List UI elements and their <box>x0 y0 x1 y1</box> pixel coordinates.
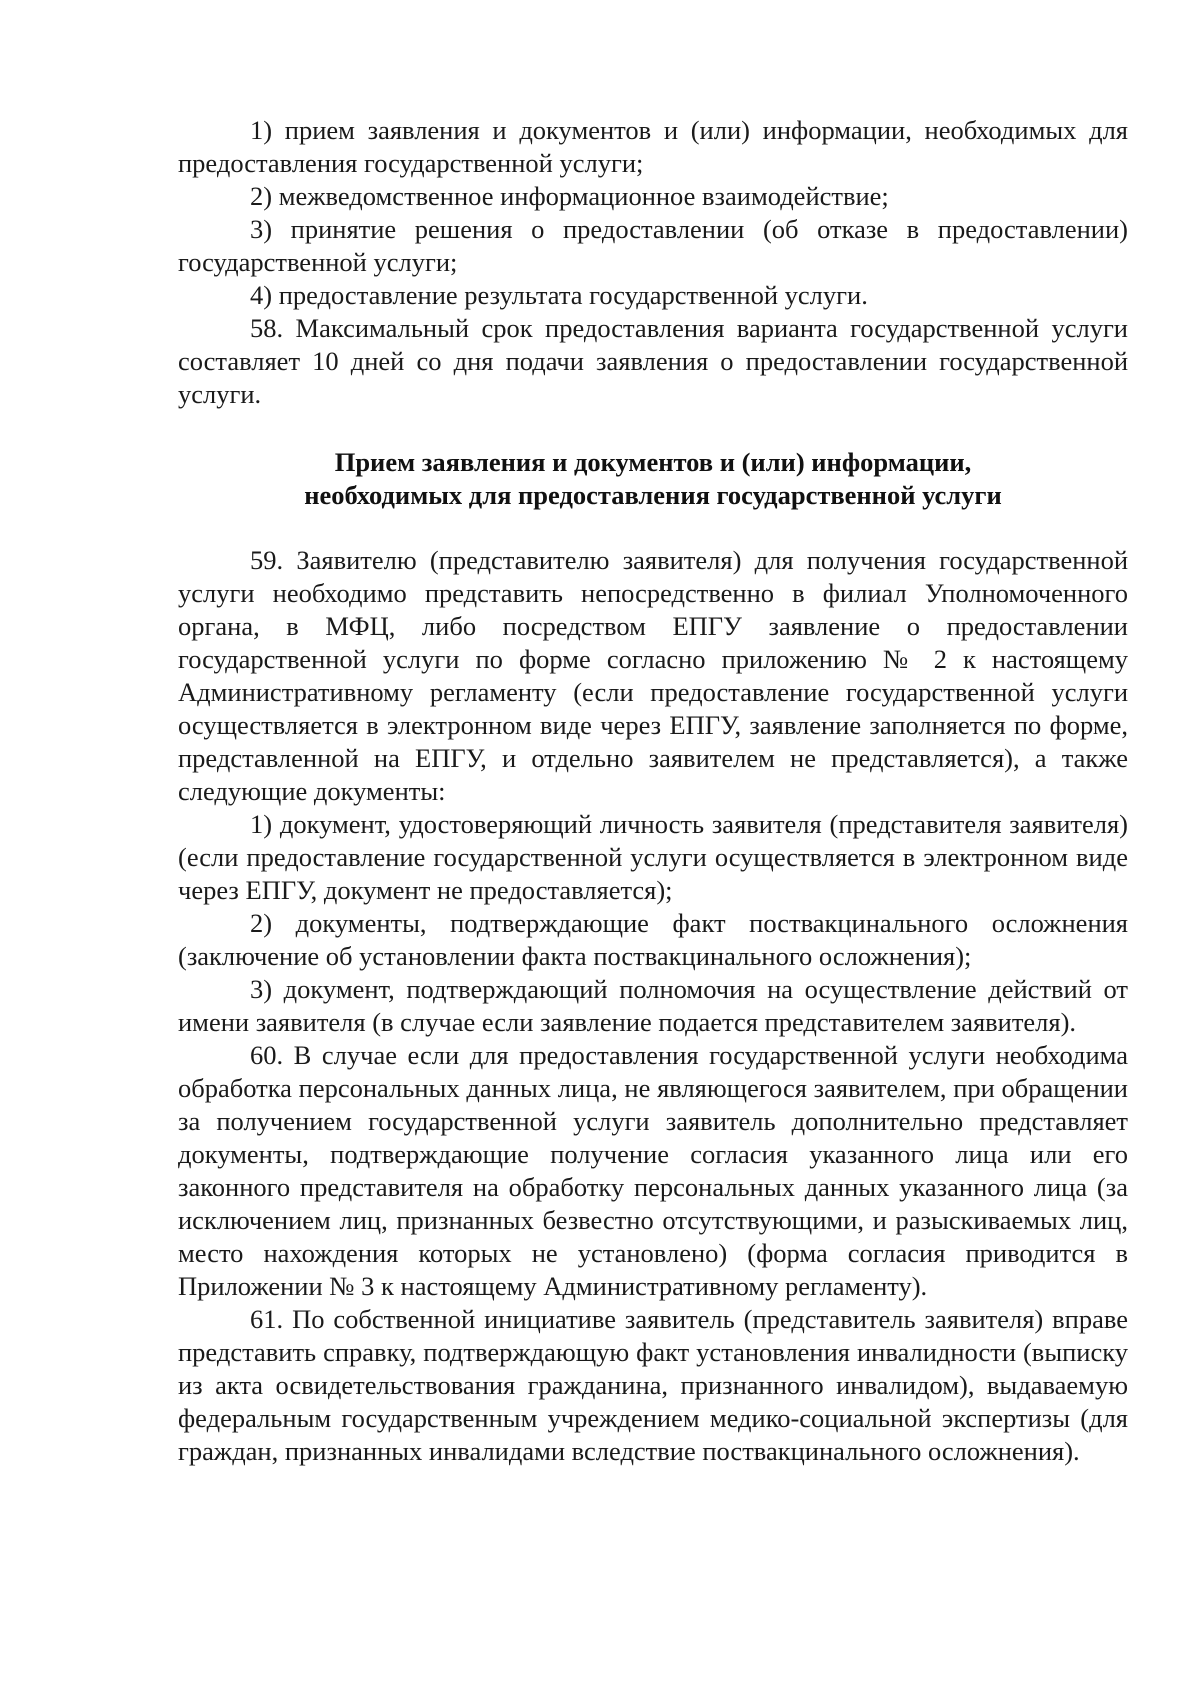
section-heading-line-1: Прием заявления и документов и (или) информации, <box>334 447 972 477</box>
clause-58: 58. Максимальный срок предоставления варианта государственной услуги составляет 10 дней со дня подачи заявления о предоставлении государственной услуги. <box>178 313 1128 409</box>
document-item-identity: 1) документ, удостоверяющий личность заявителя (представителя заявителя) (если предоставление государственной услуги осуществляется в электронном виде через ЕПГУ, документ не предоставляется); <box>178 809 1128 905</box>
list-item-reception: 1) прием заявления и документов и (или) информации, необходимых для предоставления государственной услуги; <box>178 115 1128 178</box>
section-body <box>178 544 1128 1468</box>
document-item-complication: 2) документы, подтверждающие факт поствакцинального осложнения (заключение об установлении факта поствакцинального осложнения); <box>178 908 1128 971</box>
section-heading-line-2: необходимых для предоставления государственной услуги <box>304 480 1002 510</box>
section-heading <box>178 446 1128 512</box>
clause-61: 61. По собственной инициативе заявитель (представитель заявителя) вправе представить справку, подтверждающую факт установления инвалидности (выписку из акта освидетельствования гражданина, признанного инвалидом), выдаваемую федеральным государственным учреждением медико-социальной экспертизы (для граждан, признанных инвалидами вследствие поствакцинального осложнения). <box>178 1304 1128 1466</box>
list-item-decision: 3) принятие решения о предоставлении (об отказе в предоставлении) государственной услуги; <box>178 214 1128 277</box>
clause-60: 60. В случае если для предоставления государственной услуги необходима обработка персональных данных лица, не являющегося заявителем, при обращении за получением государственной услуги заявитель дополнительно представляет документы, подтверждающие получение согласия указанного лица или его законного представителя на обработку персональных данных указанного лица (за исключением лиц, признанных безвестно отсутствующими, и разыскиваемых лиц, место нахождения которых не установлено) (форма согласия приводится в Приложении № 3 к настоящему Административному регламенту). <box>178 1040 1128 1301</box>
clause-59: 59. Заявителю (представителю заявителя) для получения государственной услуги необходимо представить непосредственно в филиал Уполномоченного органа, в МФЦ, либо посредством ЕПГУ заявление о предоставлении государственной услуги по форме согласно приложению № 2 к настоящему Административному регламенту (если предоставление государственной услуги осуществляется в электронном виде через ЕПГУ, заявление заполняется по форме, представленной на ЕПГУ, и отдельно заявителем не представляется), а также следующие документы: <box>178 545 1128 806</box>
procedure-list <box>178 114 1128 411</box>
document-item-authority: 3) документ, подтверждающий полномочия на осуществление действий от имени заявителя (в случае если заявление подается представителем заявителя). <box>178 974 1128 1037</box>
list-item-result: 4) предоставление результата государственной услуги. <box>250 280 868 310</box>
list-item-interagency: 2) межведомственное информационное взаимодействие; <box>250 181 889 211</box>
